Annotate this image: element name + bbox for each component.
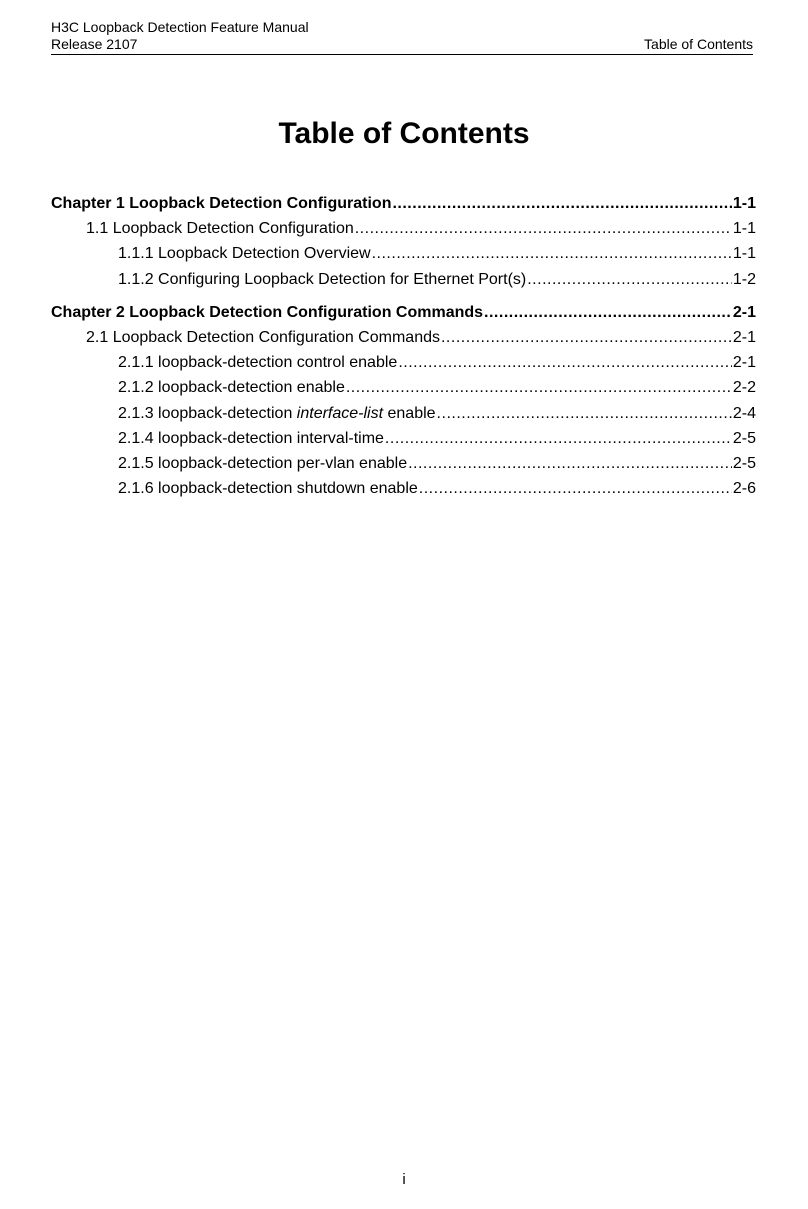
toc-entry-2-1-2[interactable] xyxy=(51,375,756,400)
toc-label: 2.1.6 loopback-detection shutdown enable xyxy=(118,480,418,498)
toc-entry-2-1-6[interactable] xyxy=(51,476,756,501)
toc-page: 2-5 xyxy=(732,454,756,472)
toc-page: 2-1 xyxy=(732,354,756,372)
toc-label: Chapter 1 Loopback Detection Configuration xyxy=(51,195,392,212)
toc-entry-2-1-5[interactable] xyxy=(51,451,756,476)
toc-label: 1.1 Loopback Detection Configuration xyxy=(86,220,354,238)
header-row xyxy=(51,36,753,53)
toc-entry-chapter-1[interactable] xyxy=(51,191,756,216)
dot-leader xyxy=(346,375,732,400)
toc-entry-2-1[interactable] xyxy=(51,325,756,350)
dot-leader xyxy=(385,426,732,451)
toc-label: 1.1.2 Configuring Loopback Detection for Ethernet Port(s) xyxy=(118,270,527,288)
toc-label-prefix: 2.1.3 loopback-detection xyxy=(118,404,297,422)
toc-label: Chapter 2 Loopback Detection Configuration Commands xyxy=(51,303,484,321)
toc-entry-1-1-1[interactable] xyxy=(51,241,756,266)
dot-leader xyxy=(441,325,732,350)
page-number: i xyxy=(402,1171,406,1188)
manual-title: H3C Loopback Detection Feature Manual xyxy=(51,19,309,35)
toc-label: 2.1.2 loopback-detection enable xyxy=(118,379,345,397)
dot-leader xyxy=(419,476,732,501)
dot-leader xyxy=(392,191,731,216)
toc-page: 2-2 xyxy=(732,379,756,397)
toc-label-italic: interface-list xyxy=(296,404,384,422)
dot-leader xyxy=(408,451,732,476)
toc-page: 2-6 xyxy=(732,480,756,498)
toc-page: 1-1 xyxy=(732,245,756,263)
toc-page: 1-2 xyxy=(732,270,756,288)
toc-label: 1.1.1 Loopback Detection Overview xyxy=(118,245,371,263)
running-header xyxy=(51,19,753,55)
toc-label xyxy=(118,401,436,426)
toc-entry-2-1-4[interactable] xyxy=(51,426,756,451)
toc-page: 2-5 xyxy=(732,429,756,447)
page-title: Table of Contents xyxy=(278,117,530,150)
toc-entry-chapter-2[interactable] xyxy=(51,300,756,325)
toc-page: 2-4 xyxy=(732,404,756,422)
toc-page: 1-1 xyxy=(732,195,756,212)
dot-leader xyxy=(527,267,732,292)
header-section: Table of Contents xyxy=(644,36,753,52)
dot-leader xyxy=(355,216,732,241)
toc-entry-2-1-1[interactable] xyxy=(51,350,756,375)
dot-leader xyxy=(437,401,732,426)
toc-page: 2-1 xyxy=(732,303,756,321)
toc-entry-1-1-2[interactable] xyxy=(51,267,756,292)
table-of-contents xyxy=(51,191,756,501)
dot-leader xyxy=(372,241,732,266)
dot-leader xyxy=(484,300,732,325)
toc-label: 2.1 Loopback Detection Configuration Commands xyxy=(86,328,440,346)
toc-label: 2.1.4 loopback-detection interval-time xyxy=(118,429,384,447)
toc-label: 2.1.5 loopback-detection per-vlan enable xyxy=(118,454,408,472)
toc-entry-2-1-3[interactable] xyxy=(51,401,756,426)
toc-page: 1-1 xyxy=(732,220,756,238)
dot-leader xyxy=(398,350,732,375)
toc-label: 2.1.1 loopback-detection control enable xyxy=(118,354,398,372)
toc-entry-1-1[interactable] xyxy=(51,216,756,241)
toc-page: 2-1 xyxy=(732,328,756,346)
toc-label-suffix: enable xyxy=(383,404,436,422)
release-label: Release 2107 xyxy=(51,36,138,52)
